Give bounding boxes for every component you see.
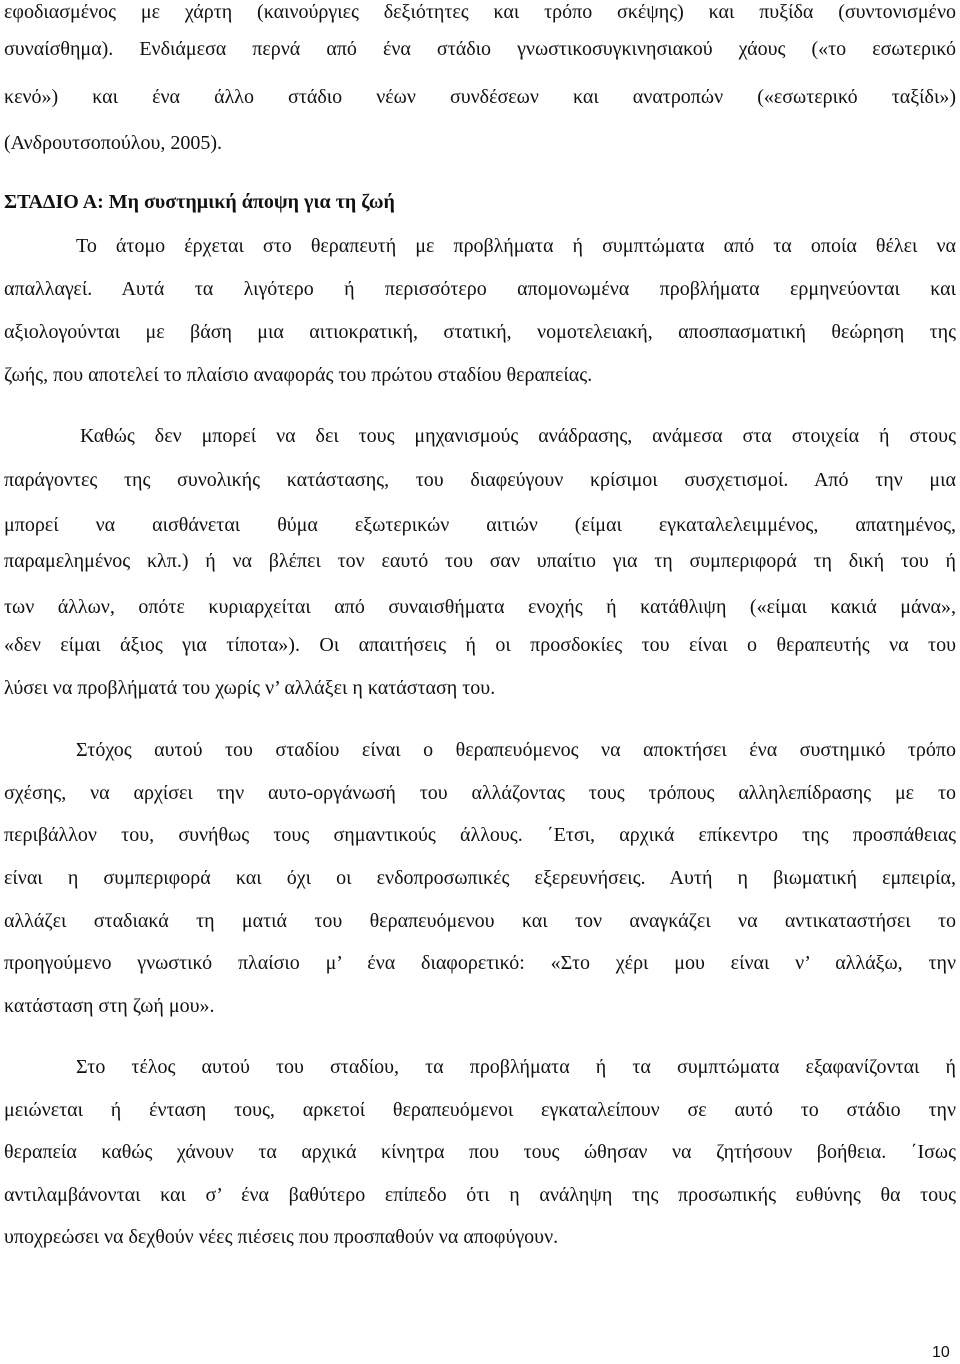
text-line: των άλλων, οπότε κυριαρχείται από συναισθήματα ενοχής ή κατάθλιψη («είμαι κακιά μάνα», (4, 596, 956, 618)
text-line: συναίσθημα). Ενδιάμεσα περνά από ένα στάδιο γνωστικοσυγκινησιακού χάους («το εσωτερικό (4, 38, 956, 60)
text-line: Στο τέλος αυτού του σταδίου, τα προβλήματα ή τα συμπτώματα εξαφανίζονται ή (76, 1056, 956, 1078)
text-line: θεραπεία καθώς χάνουν τα αρχικά κίνητρα που τους ώθησαν να ζητήσουν βοήθεια. ΄Ισως (4, 1141, 956, 1163)
text-line: παράγοντες της συνολικής κατάστασης, του διαφεύγουν κρίσιμοι συσχετισμοί. Από την μια (4, 469, 956, 491)
text-line: απαλλαγεί. Αυτά τα λιγότερο ή περισσότερο απομονωμένα προβλήματα ερμηνεύονται και (4, 278, 956, 300)
text-line: κατάσταση στη ζωή μου». (4, 995, 215, 1017)
text-line: υποχρεώσει να δεχθούν νέες πιέσεις που προσπαθούν να αποφύγουν. (4, 1226, 559, 1248)
text-line: μειώνεται ή ένταση τους, αρκετοί θεραπευόμενοι εγκαταλείπουν σε αυτό το στάδιο την (4, 1099, 956, 1121)
text-line: εφοδιασμένος με χάρτη (καινούργιες δεξιότητες και τρόπο σκέψης) και πυξίδα (συντονισμένο (4, 1, 956, 23)
text-line: αξιολογούνται με βάση μια αιτιοκρατική, στατική, νομοτελειακή, αποσπασματική θεώρηση της (4, 321, 956, 343)
text-line: (Ανδρουτσοπούλου, 2005). (4, 132, 223, 154)
text-line: προηγούμενο γνωστικό πλαίσιο μ’ ένα διαφορετικό: «Στο χέρι μου είναι ν’ αλλάξω, την (4, 952, 956, 974)
text-line: σχέσης, να αρχίσει την αυτο-οργάνωσή του αλλάζοντας τους τρόπους αλληλεπίδρασης με το (4, 782, 956, 804)
text-line: παραμελημένος κλπ.) ή να βλέπει τον εαυτό του σαν υπαίτιο για τη συμπεριφορά τη δική του ή (4, 550, 956, 572)
section-heading: ΣΤΑΔΙΟ Α: Μη συστημική άποψη για τη ζωή (4, 191, 395, 213)
text-line: Στόχος αυτού του σταδίου είναι ο θεραπευόμενος να αποκτήσει ένα συστημικό τρόπο (76, 739, 956, 761)
text-line: κενό») και ένα άλλο στάδιο νέων συνδέσεων και ανατροπών («εσωτερικό ταξίδι») (4, 86, 956, 108)
text-line: «δεν είμαι άξιος για τίποτα»). Οι απαιτήσεις ή οι προσδοκίες του είναι ο θεραπευτής να του (4, 634, 956, 656)
page-number: 10 (932, 1344, 950, 1361)
text-line: αντιλαμβάνονται και σ’ ένα βαθύτερο επίπεδο ότι η ανάληψη της προσωπικής ευθύνης θα τους (4, 1184, 956, 1206)
text-line: περιβάλλον του, συνήθως τους σημαντικούς άλλους. ΄Ετσι, αρχικά επίκεντρο της προσπάθειας (4, 824, 956, 846)
text-line: λύσει να προβλήματά του χωρίς ν’ αλλάξει η κατάσταση του. (4, 677, 496, 699)
text-line: μπορεί να αισθάνεται θύμα εξωτερικών αιτιών (είμαι εγκαταλελειμμένος, απατημένος, (4, 514, 956, 536)
text-line: αλλάζει σταδιακά τη ματιά του θεραπευόμενου και τον αναγκάζει να αντικαταστήσει το (4, 910, 956, 932)
text-line: Καθώς δεν μπορεί να δει τους μηχανισμούς ανάδρασης, ανάμεσα στα στοιχεία ή στους (80, 425, 956, 447)
text-line: είναι η συμπεριφορά και όχι οι ενδοπροσωπικές εξερευνήσεις. Αυτή η βιωματική εμπειρία, (4, 867, 956, 889)
text-line: ζωής, που αποτελεί το πλαίσιο αναφοράς του πρώτου σταδίου θεραπείας. (4, 364, 593, 386)
text-line: Το άτομο έρχεται στο θεραπευτή με προβλήματα ή συμπτώματα από τα οποία θέλει να (76, 235, 956, 257)
